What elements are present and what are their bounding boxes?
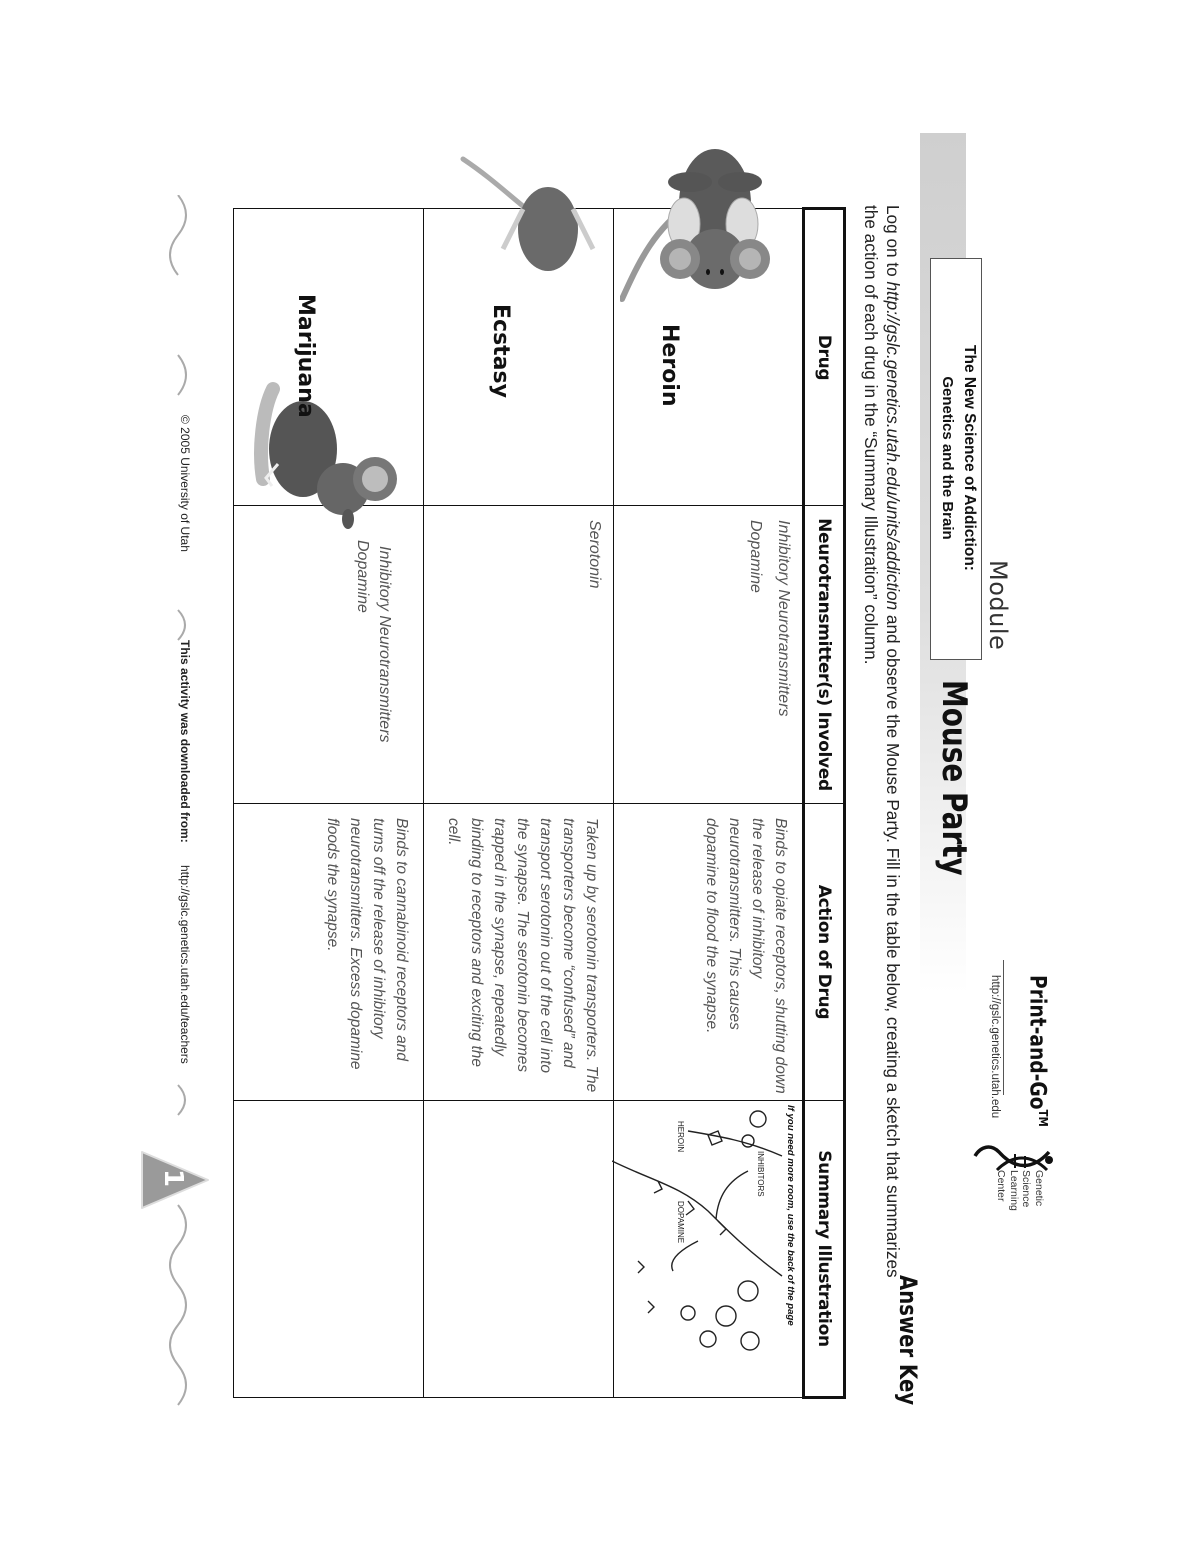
ecstasy-mouse-icon: [453, 139, 633, 279]
brand-divider: [1003, 960, 1004, 1095]
action-text: Binds to opiate receptors, shutting down the release of inhibitory neurotransmitters. This causes dopamine to flood the synapse.: [703, 818, 789, 1094]
page-number: 1: [158, 1168, 188, 1188]
action-cell: [234, 804, 424, 1101]
drug-name: Ecstasy: [488, 304, 513, 398]
drug-name: Heroin: [657, 324, 682, 407]
table-row-marijuana: [234, 209, 424, 1398]
module-word: Module: [984, 560, 1012, 651]
drug-cell: [234, 209, 424, 506]
synapse-sketch-icon: [612, 1101, 788, 1398]
brand-url: http://gslc.genetics.utah.edu: [989, 975, 1001, 1119]
neurotransmitter: Serotonin: [586, 520, 603, 589]
summary-illustration-cell: [234, 1101, 424, 1398]
column-header-neurotransmitters: Neurotransmitter(s) Involved: [804, 506, 845, 804]
drug-cell: [614, 209, 804, 506]
neurotransmitter: Dopamine: [747, 520, 764, 593]
marijuana-mouse-icon: [253, 369, 453, 559]
neurotransmitter: Inhibitory Neurotransmitters: [775, 520, 792, 717]
neurotransmitter: Dopamine: [354, 540, 371, 613]
sketch-label-inhibitors: INHIBITORS: [756, 1151, 765, 1197]
logo-text-line: Learning: [1008, 1170, 1020, 1211]
action-cell: [424, 804, 614, 1101]
drug-name: Marijuana: [293, 294, 318, 418]
column-header-drug: Drug: [804, 209, 845, 506]
download-label: This activity was downloaded from:: [178, 640, 192, 843]
summary-illustration-cell: [424, 1101, 614, 1398]
column-header-action: Action of Drug: [804, 804, 845, 1101]
logo-text-line: Science: [1020, 1170, 1033, 1208]
page-title: Mouse Party: [934, 680, 974, 876]
instructions: [860, 205, 904, 1285]
heroin-mouse-icon: [620, 134, 800, 304]
room-note: If you need more room, use the back of the page: [785, 1105, 796, 1326]
mouse-party-table: [233, 207, 846, 1399]
module-title-line2: Genetics and the Brain: [939, 376, 956, 540]
addiction-unit-link[interactable]: http://gslc.genetics.utah.edu/units/addiction: [883, 281, 903, 611]
brand-name: Print-and-Go: [1024, 975, 1050, 1110]
module-title-line1: The New Science of Addiction:: [961, 345, 978, 571]
neurotransmitter-cell: [614, 506, 804, 804]
neurotransmitter: Inhibitory Neurotransmitters: [376, 546, 393, 743]
instructions-part1: Log on to: [883, 205, 903, 282]
table-row-heroin: [614, 209, 804, 1398]
answer-key-label: Answer Key: [894, 1275, 922, 1406]
copyright-notice: © 2005 University of Utah: [178, 415, 192, 552]
summary-illustration-cell: [614, 1101, 804, 1398]
action-text: Taken up by serotonin transporters. The transporters become “confused” and transport serotonin out of the cell into the synapse. The serotonin becomes trapped in the synapse, repeatedly binding to receptors and exciting the cell.: [445, 818, 600, 1093]
trademark-mark: TM: [1036, 1109, 1050, 1127]
logo-text-line: Genetic: [1033, 1170, 1045, 1207]
gslc-logo-text: [995, 1170, 1045, 1260]
sketch-label-dopamine: DOPAMINE: [676, 1201, 685, 1244]
teachers-link[interactable]: http://gslc.genetics.utah.edu/teachers: [178, 865, 192, 1064]
print-and-go-brand: [1024, 975, 1050, 1127]
action-cell: [614, 804, 804, 1101]
instructions-part2: and observe the Mouse Party. Fill in the table below, creating a sketch that summarizes the action of each drug in the “Summary Illustration” column.: [861, 205, 903, 1278]
sketch-label-heroin: HEROIN: [676, 1121, 685, 1153]
table-header-row: [804, 209, 845, 1398]
logo-text-line: Center: [995, 1170, 1008, 1202]
action-text: Binds to cannabinoid receptors and turns off the release of inhibitory neurotransmitters. Excess dopamine floods the synapse.: [324, 818, 410, 1070]
column-header-summary: Summary Illustration: [804, 1101, 845, 1398]
